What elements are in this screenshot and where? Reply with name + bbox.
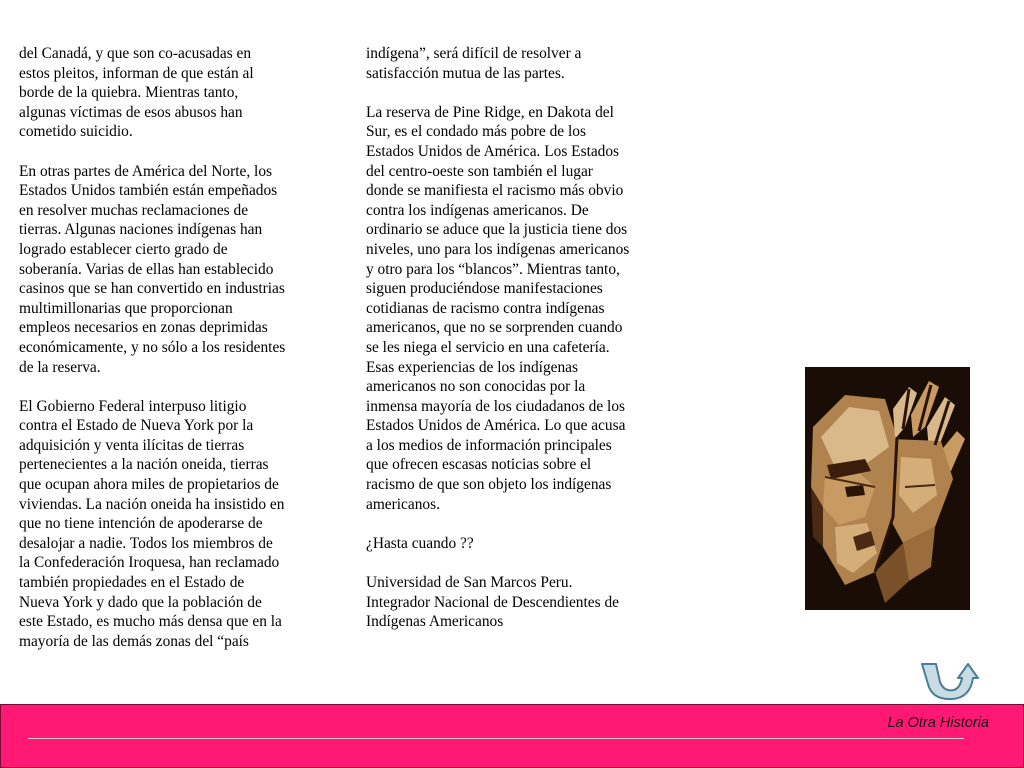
text-line: Nueva York y dado que la población de bbox=[19, 593, 262, 611]
text-line: se les niega el servicio en una cafetería. bbox=[366, 338, 610, 356]
text-line: niveles, uno para los indígenas americanos bbox=[366, 240, 630, 258]
text-line: logrado establecer cierto grado de bbox=[19, 240, 228, 258]
text-line: contra el Estado de Nueva York por la bbox=[19, 417, 254, 435]
text-line: borde de la quiebra. Mientras tanto, bbox=[19, 84, 239, 102]
text-line: en resolver muchas reclamaciones de bbox=[19, 201, 249, 219]
text-line: Estados Unidos de América. Los Estados bbox=[366, 142, 620, 160]
text-line: cotidianas de racismo contra indígenas bbox=[366, 299, 605, 317]
text-line: que ofrecen escasas noticias sobre el bbox=[366, 456, 592, 474]
text-line: empleos necesarios en zonas deprimidas bbox=[19, 319, 268, 337]
footer-divider bbox=[28, 738, 964, 739]
text-line: Integrador Nacional de Descendientes de bbox=[366, 593, 619, 611]
text-line: satisfacción mutua de las partes. bbox=[366, 64, 565, 82]
text-line: del centro-oeste son también el lugar bbox=[366, 162, 593, 180]
text-line: mayoría de las demás zonas del “país bbox=[19, 632, 249, 650]
text-line: que no tiene intención de apoderarse de bbox=[19, 515, 263, 533]
text-line: viviendas. La nación oneida ha insistido en bbox=[19, 495, 285, 513]
text-line: Estados Unidos de América. Lo que acusa bbox=[366, 417, 626, 435]
painting-image bbox=[805, 367, 970, 610]
article-paragraph bbox=[19, 397, 321, 652]
footer-background bbox=[0, 704, 1024, 768]
article-paragraph bbox=[366, 534, 662, 554]
text-line: Estados Unidos también están empeñados bbox=[19, 182, 278, 200]
text-line: Esas experiencias de los indígenas bbox=[366, 358, 578, 376]
text-line: Universidad de San Marcos Peru. bbox=[366, 574, 573, 592]
text-line: este Estado, es mucho más densa que en la bbox=[19, 613, 282, 631]
text-line: americanos no son conocidas por la bbox=[366, 378, 586, 396]
text-line: Sur, es el condado más pobre de los bbox=[366, 123, 586, 141]
text-line: casinos que se han convertido en industrias bbox=[19, 280, 285, 298]
text-line: y otro para los “blancos”. Mientras tanto, bbox=[366, 260, 620, 278]
text-line: adquisición y venta ilícitas de tierras bbox=[19, 436, 245, 454]
text-line: En otras partes de América del Norte, los bbox=[19, 162, 273, 180]
text-line: donde se manifiesta el racismo más obvio bbox=[366, 182, 624, 200]
text-line: que ocupan ahora miles de propietarios de bbox=[19, 476, 279, 494]
text-line: algunas víctimas de esos abusos han bbox=[19, 103, 243, 121]
text-line: soberanía. Varias de ellas han establecido bbox=[19, 260, 274, 278]
text-line: estos pleitos, informan de que están al bbox=[19, 64, 254, 82]
article-paragraph bbox=[19, 162, 321, 378]
text-line: cometido suicidio. bbox=[19, 123, 133, 141]
text-line: contra los indígenas americanos. De bbox=[366, 201, 589, 219]
text-line: multimillonarias que proporcionan bbox=[19, 299, 233, 317]
text-line: americanos. bbox=[366, 495, 440, 513]
text-line: económicamente, y no sólo a los residentes bbox=[19, 338, 286, 356]
text-line: ¿Hasta cuando ?? bbox=[366, 534, 474, 552]
text-line: Indígenas Americanos bbox=[366, 613, 504, 631]
text-line: racismo de que son objeto los indígenas bbox=[366, 476, 612, 494]
text-line: indígena”, será difícil de resolver a bbox=[366, 45, 582, 62]
return-arrow-icon bbox=[918, 660, 982, 702]
text-line: La reserva de Pine Ridge, en Dakota del bbox=[366, 103, 614, 121]
text-line: la Confederación Iroquesa, han reclamado bbox=[19, 554, 280, 572]
text-line: también propiedades en el Estado de bbox=[19, 574, 245, 592]
article-paragraph bbox=[366, 573, 662, 632]
text-line: del Canadá, y que son co-acusadas en bbox=[19, 45, 252, 62]
text-line: a los medios de información principales bbox=[366, 436, 612, 454]
article-column-left bbox=[19, 44, 321, 651]
text-line: pertenecientes a la nación oneida, tierras bbox=[19, 456, 269, 474]
painted-face-hand-icon bbox=[805, 367, 970, 610]
text-line: El Gobierno Federal interpuso litigio bbox=[19, 397, 247, 415]
footer-title: La Otra Historia bbox=[887, 715, 989, 731]
article-paragraph bbox=[366, 44, 662, 83]
text-line: tierras. Algunas naciones indígenas han bbox=[19, 221, 263, 239]
article-paragraph bbox=[366, 103, 662, 514]
footer-bar bbox=[0, 704, 1024, 768]
text-line: americanos, que no se sorprenden cuando bbox=[366, 319, 623, 337]
text-line: inmensa mayoría de los ciudadanos de los bbox=[366, 397, 626, 415]
text-line: ordinario se aduce que la justicia tiene dos bbox=[366, 221, 628, 239]
text-line: desalojar a nadie. Todos los miembros de bbox=[19, 534, 273, 552]
return-button[interactable] bbox=[918, 660, 982, 702]
text-line: de la reserva. bbox=[19, 358, 101, 376]
text-line: siguen produciéndose manifestaciones bbox=[366, 280, 603, 298]
article-paragraph bbox=[19, 44, 321, 142]
article-column-right bbox=[366, 44, 662, 632]
